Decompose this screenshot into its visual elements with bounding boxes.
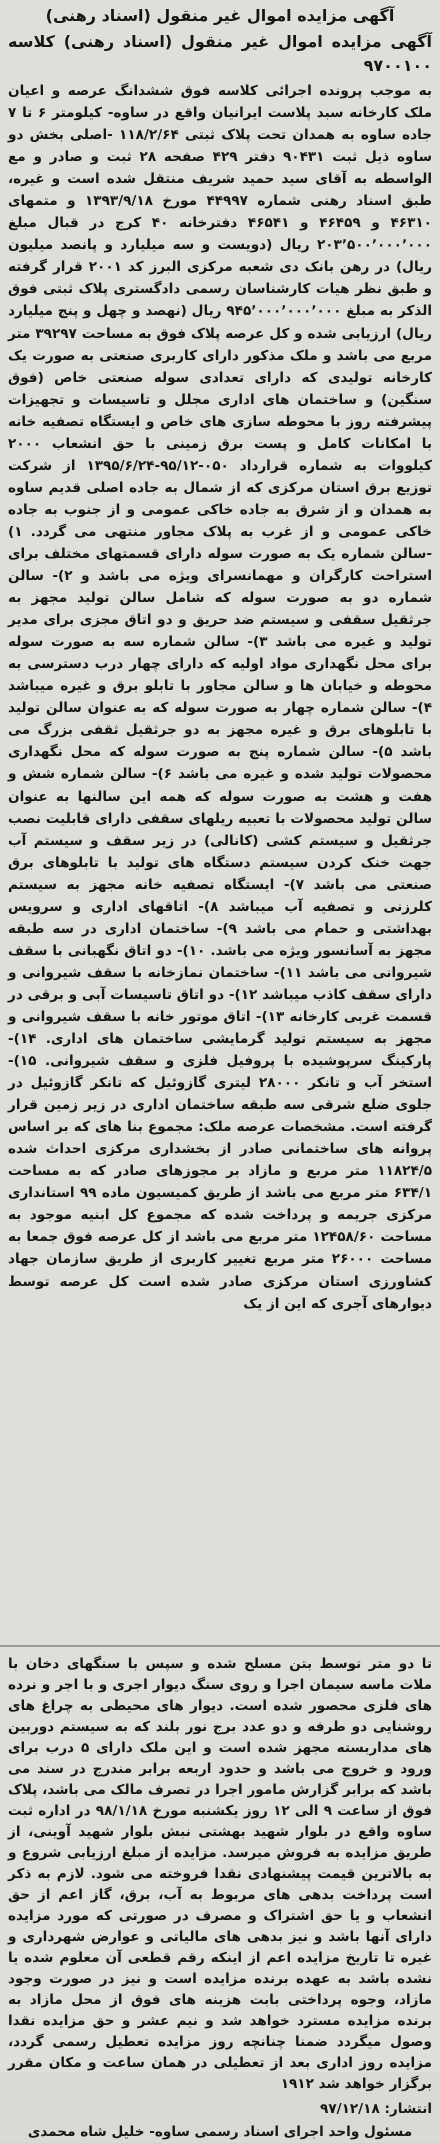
notice-column-top (8, 4, 432, 1640)
signature-line: مسئول واحد اجرای اسناد رسمی ساوه- خلیل شاه محمدی (27, 2124, 413, 2140)
publish-date: انتشار: ۹۷/۱۲/۱۸ (320, 2101, 432, 2117)
notice-body-part1: به موجب پرونده اجرائی کلاسه فوق ششدانگ عرصه و اعیان ملک کارخانه سبد پلاست ایرانیان واقع در ساوه- کیلومتر ۶ تا ۷ جاده ساوه به همدان تحت پلاک ثبتی ۱۱۸/۲/۶۴ -اصلی بخش دو ساوه ذیل ثبت ۹۰۴۳۱ دفتر ۴۲۹ صفحه ۲۸ ثبت و صادر و مع الواسطه به آقای سید حمید شریف منتقل شده است و غیره، طبق اسناد رهنی شماره ۴۴۹۹۷ مورخ ۱۳۹۳/۹/۱۸ و متمهای ۴۶۳۱۰ و ۴۶۴۵۹ و ۴۶۵۴۱ دفترخانه ۴۰ کرج در قبال مبلغ ۲۰۳٬۵۰۰٬۰۰۰٬۰۰۰ ریال (دویست و سه میلیارد و پانصد میلیون ریال) در رهن بانک دی شعبه مرکزی البرز کد ۲۰۰۱ قرار گرفته و طبق نظر هیات کارشناسان رسمی دادگستری پلاک ثبتی فوق الذکر به مبلغ ۹۴۵٬۰۰۰٬۰۰۰٬۰۰۰ ریال (نهصد و چهل و پنج میلیارد ریال) ارزیابی شده و کل عرصه پلاک فوق به مساحت ۳۹۲۹۷ متر مربع می باشد و ملک مذکور دارای کاربری صنعتی به صورت یک کارخانه تولیدی که دارای تعدادی سوله صنعتی خاص (فوق سنگین) و ساختمان های اداری مجلل و تاسیسات و تجهیزات پیشرفته روز با محوطه سازی های خاص و ایستگاه تصفیه خانه با امکانات کامل و پست برق زمینی با حق انشعاب ۲۰۰۰ کیلووات به شماره قرارداد ۰۵۰-۹۵/۱۲-۱۳۹۵/۶/۲۴ از شرکت توزیع برق استان مرکزی که از شمال به جاده اصلی قدیم ساوه به همدان و از شرق به جاده خاکی عمومی و از جنوب به جاده خاکی عمومی و از غرب به پلاک مجاور منتهی می گردد. ۱) -سالن شماره یک به صورت سوله دارای قسمتهای مختلف برای استراحت کارگران و مهمانسرای ویژه می باشد و ۲)- سالن شماره دو به صورت سوله که شامل سالن تولید مجهز به جرثقیل سقفی و سیستم ضد حریق و دو اتاق مجزی برای مدیر تولید و غیره می باشد ۳)- سالن شماره سه به صورت سوله برای محل نگهداری مواد اولیه که دارای چهار درب دسترسی به محوطه و خیابان ها و سالن مجاور با تابلو برق و غیره میباشد ۴)- سالن شماره چهار به صورت سوله که به عنوان سالن تولید با تابلوهای برق و غیره مجهز به دو جرثقیل ثقفی بزرگ می باشد ۵)- سالن شماره پنج به صورت سوله که محل نگهداری محصولات تولید شده و غیره می باشد ۶)- سالن شماره شش و هفت و هشت به صورت سوله که همه این سالنها به عنوان سالن تولید محصولات با تعبیه ریلهای سقفی دارای قابلیت نصب جرثقیل و سیستم کشی (کانالی) در زیر سقف و سیستم آب جهت خنک کردن سیستم دستگاه های تولید با تابلوهای برق صنعتی می باشد ۷)- ایستگاه تصفیه خانه مجهز به سیستم کلرزنی و تصفیه آب میباشد ۸)- اتاقهای اداری و سرویس بهداشتی و حمام می باشد ۹)- ساختمان اداری در سه طبقه مجهز به آسانسور ویژه می باشد. ۱۰)- دو اتاق نگهبانی با سقف شیروانی می باشد ۱۱)- ساختمان نمازخانه با سقف شیروانی و دارای سقف کاذب میباشد ۱۲)- دو اتاق تاسیسات آبی و برقی در قسمت غربی کارخانه ۱۳)- اتاق موتور خانه با سقف شیروانی و مجهز به سیستم تولید گرمایشی ساختمان های اداری. ۱۴)- پارکینگ سرپوشیده با پروفیل فلزی و سقف شیروانی. ۱۵)- استخر آب و تانکر ۲۸۰۰۰ لیتری گازوئیل که تانکر گازوئیل در جلوی ضلع شرقی سه طبقه ساختمان اداری در زیر زمین قرار گرفته است. مشخصات عرصه ملک: مجموع بنا های که بر اساس پروانه های ساختمانی صادر از بخشداری مرکزی احداث شده ۱۱۸۲۴/۵ متر مربع و مازاد بر مجوزهای صادر که به مساحت ۶۳۴/۱ متر مربع می باشد از طریق کمیسیون ماده ۹۹ استانداری مرکزی جریمه و پرداخت شده که مجموع کل ابنیه موجود به مساحت ۱۲۴۵۸/۶۰ متر مربع می باشد از کل عرصه فوق جمعا به مساحت ۲۶۰۰۰ متر مربع تغییر کاربری از طریق سازمان جهاد کشاورزی استان مرکزی صادر شده است کل عرصه توسط دیوارهای آجری که این از یک (8, 83, 433, 1312)
notice-body-part2: تا دو متر توسط بتن مسلح شده و سپس با سنگهای دخان با ملات ماسه سیمان اجرا و روی سنگ دیوار اجری و با اجر و نرده های فلزی محصور شده است. دیوار های محیطی به چراغ های روشنایی دو طرفه و دو عدد برج نور بلند که به سیستم دوربین های مداربسته مجهز شده است و این ملک دارای ۵ درب برای ورود و خروج می باشد و حدود اربعه برابر مندرج در سند می باشد که برابر گزارش مامور اجرا در تصرف مالک می باشد، پلاک فوق از ساعت ۹ الی ۱۲ روز یکشنبه مورخ ۹۸/۱/۱۸ در اداره ثبت ساوه واقع در بلوار شهید بهشتی نبش بلوار شهید آوینی، از طریق مزایده به فروش میرسد. مزایده از مبلغ ارزیابی شروع و به بالاترین قیمت پیشنهادی نقدا فروخته می شود. لازم به ذکر است پرداخت بدهی های مربوط به آب، برق، گاز اعم از حق انشعاب و یا حق اشتراک و مصرف در صورتی که مورد مزایده دارای آنها باشد و نیز بدهی های مالیاتی و عوارض شهرداری و غیره تا تاریخ مزایده اعم از اینکه رقم قطعی آن معلوم شده یا نشده باشد به عهده برنده مزایده است و نیز در صورت وجود مازاد، وجوه پرداختی بابت هزینه های فوق از محل مازاد به برنده مزایده مسترد خواهد شد و نیم عشر و حق مزایده نقدا وصول میگردد ضمنا چنانچه روز مزایده تعطیل رسمی گردد، مزایده روز اداری بعد از تعطیلی در همان ساعت و مکان مقرر برگزار خواهد شد ۱۹۱۲ (8, 1656, 432, 2092)
column-divider (0, 1645, 440, 1647)
notice-subtitle: آگهی مزایده اموال غیر منقول (اسناد رهنی) کلاسه ۹۷۰۰۱۰۰ (8, 32, 432, 75)
notice-column-bottom (8, 1654, 432, 2140)
notice-title: آگهی مزایده اموال غیر منقول (اسناد رهنی) (45, 6, 395, 25)
